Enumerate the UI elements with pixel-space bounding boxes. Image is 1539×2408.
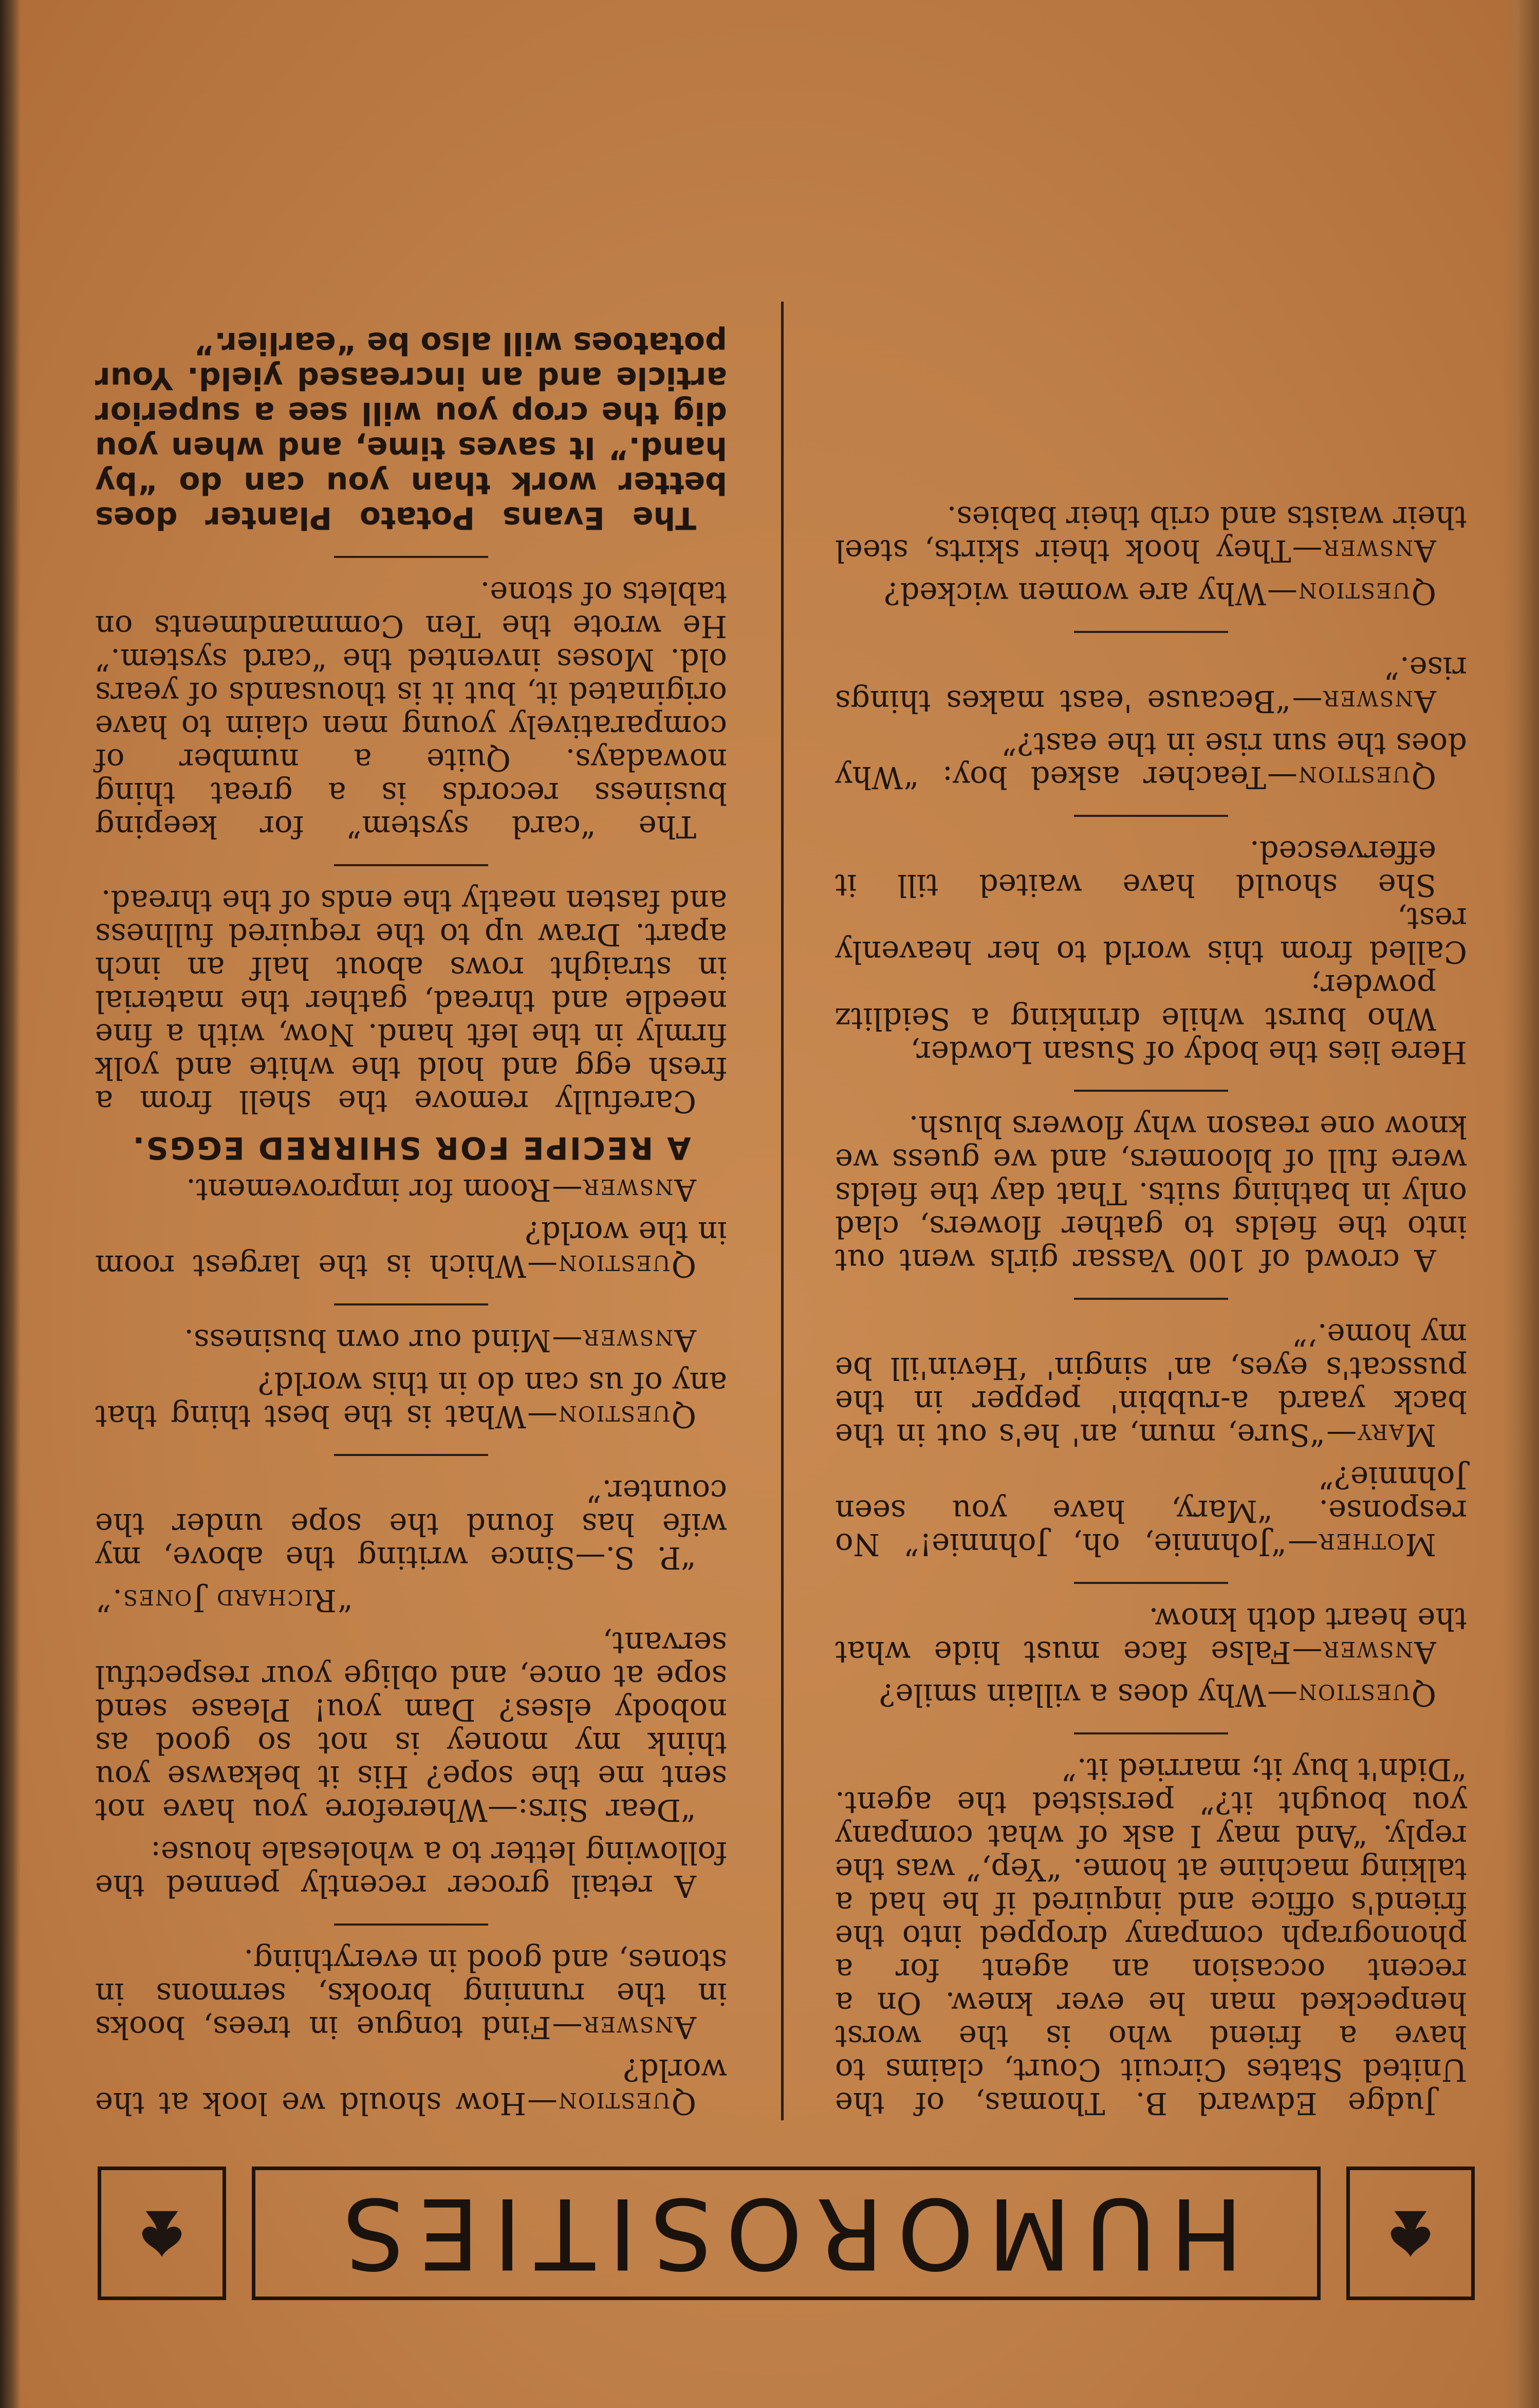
separator (1074, 1090, 1228, 1092)
separator (334, 864, 488, 866)
separator (334, 1454, 488, 1456)
poem-line: Who burst while drinking a Seidlitz powder; (835, 968, 1436, 1037)
room-question: Question—Which is the largest room in the world? (95, 1215, 727, 1284)
title-box (252, 2167, 1321, 2300)
villain-question: Question—Why does a villain smile? (879, 1677, 1436, 1713)
separator (1074, 1298, 1228, 1300)
judge-story: Judge Edward B. Thomas, of the United States Circuit Court, claims to have a friend who is the worst henpecked man he ever knew. On a recent occasion an agent for a phonograph company dropped into the friend's office and inquired if he had a talking machine at home. “Yep,” was the reply. “And may I ask of what company you bought it?” persisted the agent. “Didn't buy it; married it.” (835, 1752, 1467, 2121)
johnnie-mother: Mother—“Johnnie, oh, Johnnie!” No response. “Mary, have you seen Johnnie?” (835, 1460, 1467, 1562)
johnnie-mary: Mary—“Sure, mum, an' he's out in the back yaard a-rubbin' pepper in the pusscat's eyes, an' singin' ‘Hevin'ill be my home.’” (835, 1317, 1467, 1453)
recipe-heading: A RECIPE FOR SHIRRED EGGS. (131, 1130, 691, 1166)
vassar-story: A crowd of 100 Vassar girls went out into the fields to gather flowers, clad only in bathing suits. That day the fields were full of bloomers, and we guess we know one reason why flowers blush. (835, 1109, 1467, 1278)
separator (334, 1303, 488, 1305)
grocer-postscript: “P. S.—Since writing the above, my wife has found the sope under the counter.” (95, 1473, 727, 1576)
tongue-question: Question—How should we look at the world? (95, 2052, 727, 2121)
ornament-box-right (98, 2167, 226, 2300)
recipe-text: Carefully remove the shell from a fresh egg and hold the white and yolk firmly in the left hand. Now, with a fine needle and thread, gather the material in straight rows about half an inch apart. Draw up to the required fullness and fasten neatly the ends of the thread. (95, 884, 727, 1119)
best-question: Question—What is the best thing that any of us can do in this world? (95, 1366, 727, 1434)
right-column (95, 316, 727, 2120)
best-answer: Answer—Mind our own business. (184, 1323, 696, 1358)
left-column (835, 492, 1467, 2120)
separator (1074, 1582, 1228, 1584)
ornament-box-left (1346, 2167, 1475, 2300)
poem-line: Here lies the body of Susan Lowder, (910, 1035, 1467, 1070)
separator (334, 1924, 488, 1926)
fleuron-icon (1380, 2202, 1441, 2264)
page-binding-shadow (0, 0, 21, 2408)
poem-line: She should have waited till it effervesced. (835, 834, 1436, 903)
column-divider (781, 302, 784, 2120)
grocer-signature: “Richard Jones.” (95, 1583, 354, 1618)
separator (1074, 1732, 1228, 1734)
grocer-letter: “Dear Sirs:—Wherefore you have not sent me the sope? His it bekawse you think my money is not so good as nobody elses? Dam you! Please send sope at once, and oblige your respectful servant, (95, 1626, 727, 1828)
separator (334, 556, 488, 558)
sun-question: Question—Teacher asked boy: “Why does the sun rise in the east?” (835, 726, 1467, 795)
separator (1074, 815, 1228, 817)
card-system-text: The “card system” for keeping business records is a great thing nowadays. Quite a number of comparatively young men claim to have originated it, but it is thousands of years old. Moses invented the “card system.” He wrote the Ten Commandments on tablets of stone. (95, 575, 727, 845)
grocer-intro: A retail grocer recently penned the following letter to a wholesale house: (95, 1835, 727, 1904)
title-banner (98, 2167, 1475, 2300)
page-edge-shadow (1503, 0, 1539, 2408)
epitaph-poem (835, 835, 1467, 1069)
poem-line: Called from this world to her heavenly rest, (835, 901, 1467, 970)
tongue-answer: Answer—Find tongue in trees, books in the running brooks, sermons in stones, and good in everything. (95, 1943, 727, 2045)
fleuron-icon (131, 2202, 193, 2264)
sun-answer: Answer—“Because 'east makes things rise.” (835, 650, 1467, 719)
women-question: Question—Why are women wicked? (884, 576, 1436, 611)
page-title: HUMOROSITIES (329, 2176, 1244, 2290)
potato-planter-ad: The Evans Potato Planter does better work than you can do “by hand.” It saves time, and when you dig the crop you will see a superior article and an increased yield. Your potatoes will also be “earlier.” (95, 325, 727, 536)
separator (1074, 631, 1228, 633)
room-answer: Answer—Room for improvement. (186, 1172, 696, 1208)
women-answer: Answer—They hook their skirts, steel their waists and crib their babies. (835, 500, 1467, 569)
villain-answer: Answer—False face must hide what the heart doth know. (835, 1601, 1467, 1670)
